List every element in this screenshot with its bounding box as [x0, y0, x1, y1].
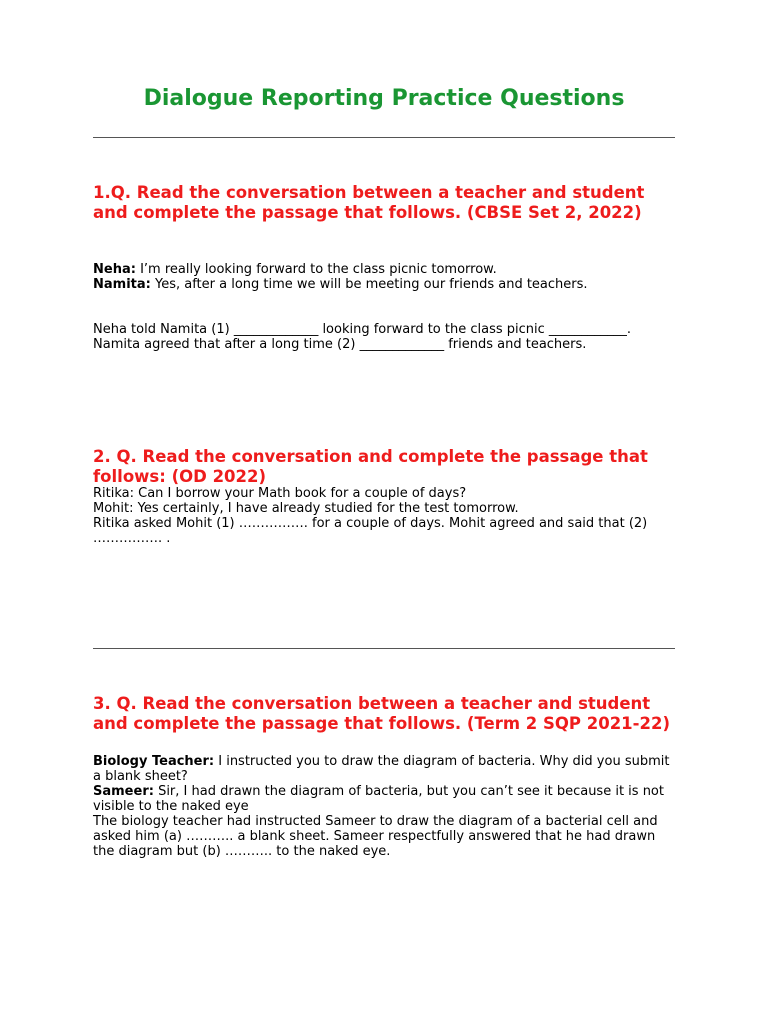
speaker-name: Sameer:: [93, 784, 154, 799]
question-2-body: [93, 486, 675, 546]
question-3-body: [93, 754, 675, 859]
dialogue-text: Yes, after a long time we will be meeting our friends and teachers.: [150, 277, 588, 292]
dialogue-line: Mohit: Yes certainly, I have already studied for the test tomorrow.: [93, 501, 519, 516]
speaker-name: Namita:: [93, 277, 151, 292]
question-3-heading: 3. Q. Read the conversation between a teacher and student and complete the passage that follows. (Term 2 SQP 2021-22): [93, 694, 671, 733]
question-1-heading: 1.Q. Read the conversation between a teacher and student and complete the passage that follows. (CBSE Set 2, 2022): [93, 183, 645, 222]
question-1-passage: [93, 322, 675, 352]
dialogue-line: [93, 784, 675, 814]
question-1-dialogue: [93, 262, 675, 292]
page-title: Dialogue Reporting Practice Questions: [143, 86, 625, 111]
passage-line: Ritika asked Mohit (1) ……………. for a couple of days. Mohit agreed and said that (2) ……………. .: [93, 516, 648, 546]
dialogue-line: [93, 277, 675, 292]
dialogue-line: Ritika: Can I borrow your Math book for a couple of days?: [93, 486, 467, 501]
speaker-name: Neha:: [93, 262, 136, 277]
passage-line: The biology teacher had instructed Sameer to draw the diagram of a bacterial cell and asked him (a) ……….. a blank sheet. Sameer respectfully answered that he had drawn the diagram but (b) ……….. to the naked eye.: [93, 814, 658, 859]
passage-line: Neha told Namita (1) _____________ looking forward to the class picnic ____________.: [93, 322, 632, 337]
passage-line: Namita agreed that after a long time (2) _____________ friends and teachers.: [93, 337, 587, 352]
dialogue-line: [93, 754, 675, 784]
question-2-heading: 2. Q. Read the conversation and complete the passage that follows: (OD 2022): [93, 447, 648, 486]
dialogue-line: [93, 262, 675, 277]
speaker-name: Biology Teacher:: [93, 754, 215, 769]
divider-middle: [93, 648, 675, 649]
dialogue-text: I’m really looking forward to the class picnic tomorrow.: [135, 262, 497, 277]
dialogue-text: Sir, I had drawn the diagram of bacteria, but you can’t see it because it is not visible to the naked eye: [93, 784, 664, 814]
dialogue-text: I instructed you to draw the diagram of bacteria. Why did you submit a blank sheet?: [93, 754, 670, 784]
divider-top: [93, 137, 675, 138]
